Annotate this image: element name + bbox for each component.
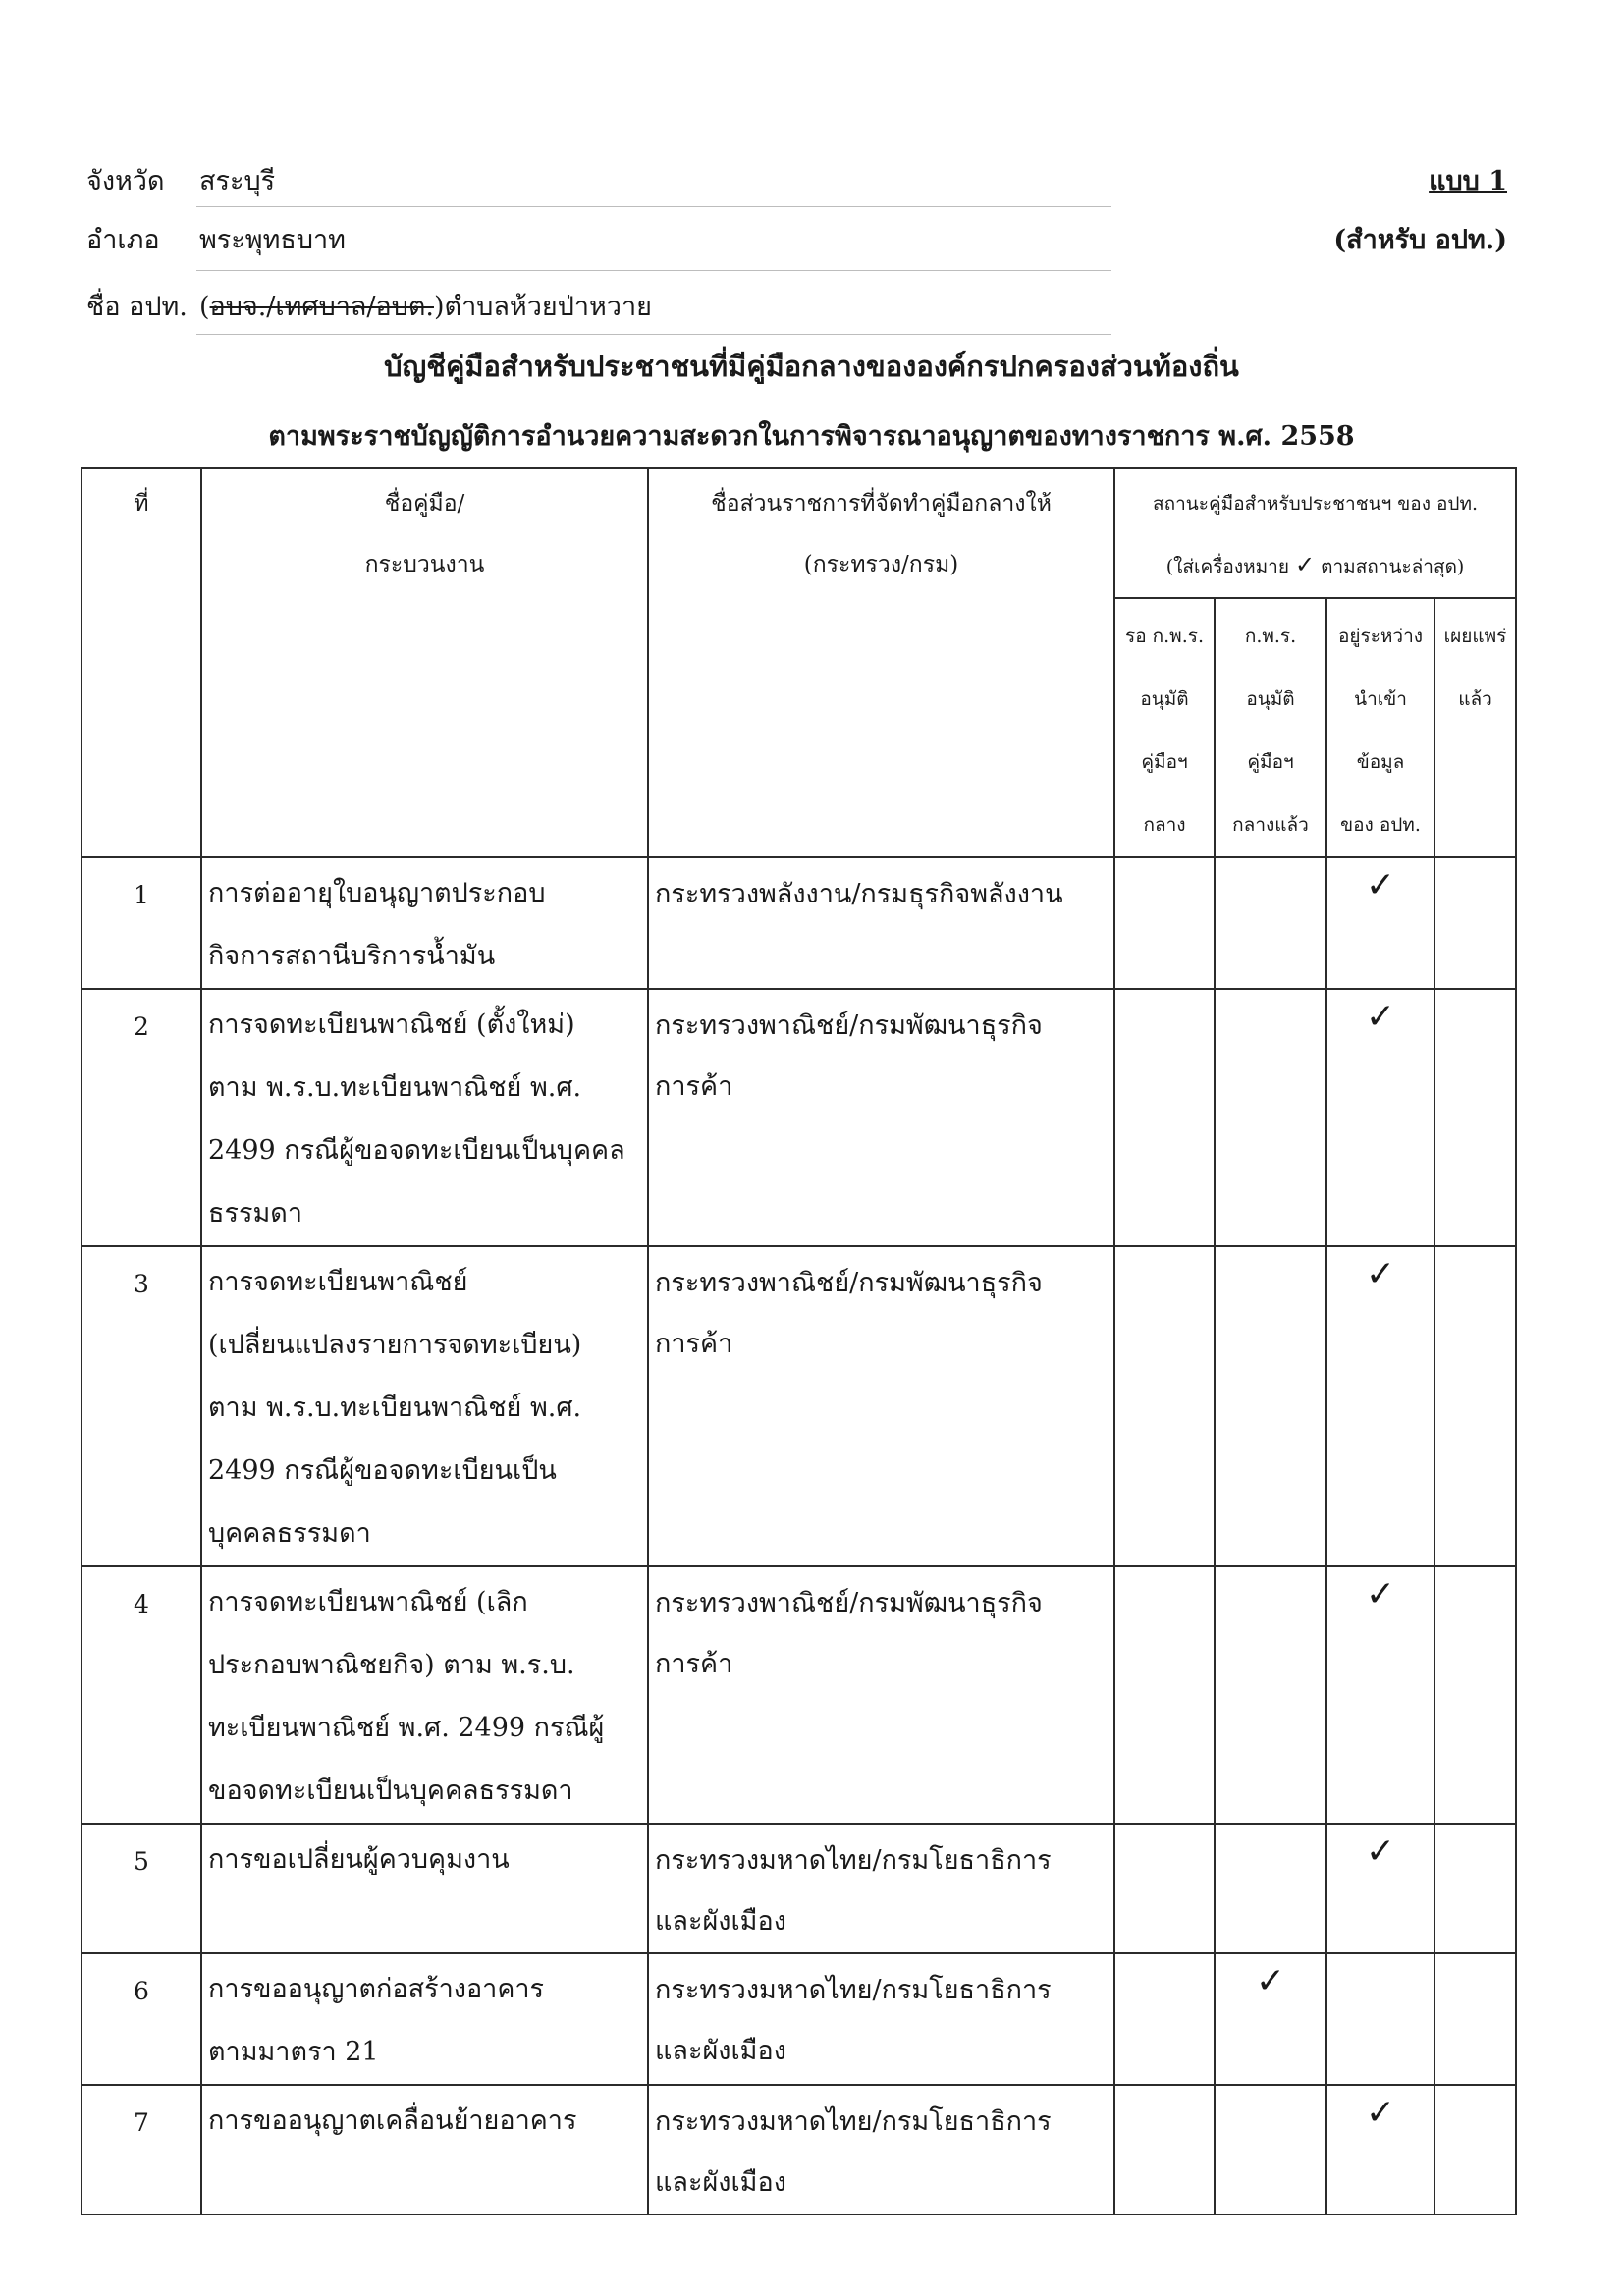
status-cell [1434, 1566, 1516, 1824]
status-cell [1215, 1953, 1326, 2085]
agency-name: กระทรวงมหาดไทย/กรมโยธาธิการ และผังเมือง [648, 1953, 1114, 2085]
row-number: 4 [81, 1566, 201, 1824]
table-row [81, 857, 1516, 989]
row-number: 6 [81, 1953, 201, 2085]
manual-name: การต่ออายุใบอนุญาตประกอบ กิจการสถานีบริการน้ำมัน [201, 857, 648, 989]
org-value: (อบจ./เทศบาล/อบต.)ตำบลห้วยป่าหวาย [199, 292, 652, 322]
manual-name: การจดทะเบียนพาณิชย์ (เลิก ประกอบพาณิชยกิจ) ตาม พ.ร.บ. ทะเบียนพาณิชย์ พ.ศ. 2499 กรณีผู้ ขอจดทะเบียนเป็นบุคคลธรรมดา [201, 1566, 648, 1824]
table-row [81, 989, 1516, 1246]
status-cell [1114, 1566, 1215, 1824]
org-label: ชื่อ อปท. [86, 292, 188, 322]
status-cell [1215, 1824, 1326, 1953]
status-approved: ก.พ.ร. อนุมัติ คู่มือฯ กลางแล้ว [1215, 598, 1326, 857]
status-cell [1114, 857, 1215, 989]
page-title: บัญชีคู่มือสำหรับประชาชนที่มีคู่มือกลางขององค์กรปกครองส่วนท้องถิ่น [384, 350, 1239, 383]
check-icon: ✓ [1365, 997, 1396, 1037]
table-row [81, 1953, 1516, 2085]
check-icon: ✓ [1365, 865, 1396, 905]
province-value: สระบุรี [199, 166, 276, 196]
agency-name: กระทรวงพาณิชย์/กรมพัฒนาธุรกิจ การค้า [648, 1566, 1114, 1824]
row-number: 2 [81, 989, 201, 1246]
district-value: พระพุทธบาท [199, 225, 346, 255]
status-published: เผยแพร่ แล้ว [1434, 598, 1516, 857]
status-cell [1434, 857, 1516, 989]
check-icon: ✓ [1365, 1831, 1396, 1872]
district-label: อำเภอ [86, 225, 160, 255]
status-cell [1215, 1246, 1326, 1566]
status-pending-approval: รอ ก.พ.ร. อนุมัติ คู่มือฯ กลาง [1114, 598, 1215, 857]
status-cell [1114, 989, 1215, 1246]
divider [196, 206, 1111, 207]
org-type-struck: อบจ./เทศบาล/อบต. [209, 292, 434, 322]
check-icon: ✓ [1365, 1254, 1396, 1294]
manual-name: การขออนุญาตก่อสร้างอาคาร ตามมาตรา 21 [201, 1953, 648, 2085]
org-name: ตำบลห้วยป่าหวาย [444, 292, 652, 322]
agency-name: กระทรวงพาณิชย์/กรมพัฒนาธุรกิจ การค้า [648, 989, 1114, 1246]
header-agency: ชื่อส่วนราชการที่จัดทำคู่มือกลางให้ (กระทรวง/กรม) [648, 468, 1114, 857]
header-manual: ชื่อคู่มือ/ กระบวนงาน [201, 468, 648, 857]
status-cell [1434, 1246, 1516, 1566]
divider [196, 270, 1111, 271]
manual-name: การจดทะเบียนพาณิชย์ (เปลี่ยนแปลงรายการจดทะเบียน) ตาม พ.ร.บ.ทะเบียนพาณิชย์ พ.ศ. 2499 กรณีผู้ขอจดทะเบียนเป็น บุคคลธรรมดา [201, 1246, 648, 1566]
manual-name: การขออนุญาตเคลื่อนย้ายอาคาร [201, 2085, 648, 2214]
table-row [81, 1824, 1516, 1953]
agency-name: กระทรวงพาณิชย์/กรมพัฒนาธุรกิจ การค้า [648, 1246, 1114, 1566]
table-row [81, 1566, 1516, 1824]
check-icon: ✓ [1365, 1574, 1396, 1614]
status-cell [1326, 1246, 1434, 1566]
header-status: สถานะคู่มือสำหรับประชาชนฯ ของ อปท. (ใส่เครื่องหมาย ✓ ตามสถานะล่าสุด) [1114, 468, 1516, 598]
status-cell [1114, 1953, 1215, 2085]
status-cell [1114, 2085, 1215, 2214]
status-cell [1326, 2085, 1434, 2214]
row-number: 7 [81, 2085, 201, 2214]
status-importing: อยู่ระหว่าง นำเข้า ข้อมูล ของ อปท. [1326, 598, 1434, 857]
status-cell [1326, 989, 1434, 1246]
divider [196, 334, 1111, 335]
check-icon: ✓ [1295, 551, 1316, 578]
agency-name: กระทรวงมหาดไทย/กรมโยธาธิการ และผังเมือง [648, 1824, 1114, 1953]
status-cell [1434, 1824, 1516, 1953]
status-cell [1434, 989, 1516, 1246]
table-row [81, 2085, 1516, 2214]
status-cell [1326, 1824, 1434, 1953]
header-no: ที่ [81, 468, 201, 857]
status-cell [1434, 2085, 1516, 2214]
status-cell [1114, 1824, 1215, 1953]
province-label: จังหวัด [86, 166, 165, 196]
status-cell [1114, 1246, 1215, 1566]
status-cell [1326, 1953, 1434, 2085]
page-subtitle: ตามพระราชบัญญัติการอำนวยความสะดวกในการพิจารณาอนุญาตของทางราชการ พ.ศ. 2558 [268, 421, 1355, 452]
agency-name: กระทรวงพลังงาน/กรมธุรกิจพลังงาน [648, 857, 1114, 989]
row-number: 5 [81, 1824, 201, 1953]
table-row [81, 1246, 1516, 1566]
form-code: แบบ 1 [1429, 166, 1507, 196]
status-cell [1215, 2085, 1326, 2214]
row-number: 3 [81, 1246, 201, 1566]
row-number: 1 [81, 857, 201, 989]
form-note: (สำหรับ อปท.) [1333, 225, 1507, 255]
status-cell [1215, 857, 1326, 989]
status-cell [1215, 989, 1326, 1246]
status-cell [1326, 1566, 1434, 1824]
status-cell [1326, 857, 1434, 989]
status-cell [1434, 1953, 1516, 2085]
manual-table [81, 467, 1517, 2215]
check-icon: ✓ [1365, 2093, 1396, 2133]
status-cell [1215, 1566, 1326, 1824]
manual-name: การจดทะเบียนพาณิชย์ (ตั้งใหม่) ตาม พ.ร.บ.ทะเบียนพาณิชย์ พ.ศ. 2499 กรณีผู้ขอจดทะเบียนเป็นบุคคล ธรรมดา [201, 989, 648, 1246]
check-icon: ✓ [1255, 1961, 1286, 2001]
agency-name: กระทรวงมหาดไทย/กรมโยธาธิการ และผังเมือง [648, 2085, 1114, 2214]
manual-name: การขอเปลี่ยนผู้ควบคุมงาน [201, 1824, 648, 1953]
